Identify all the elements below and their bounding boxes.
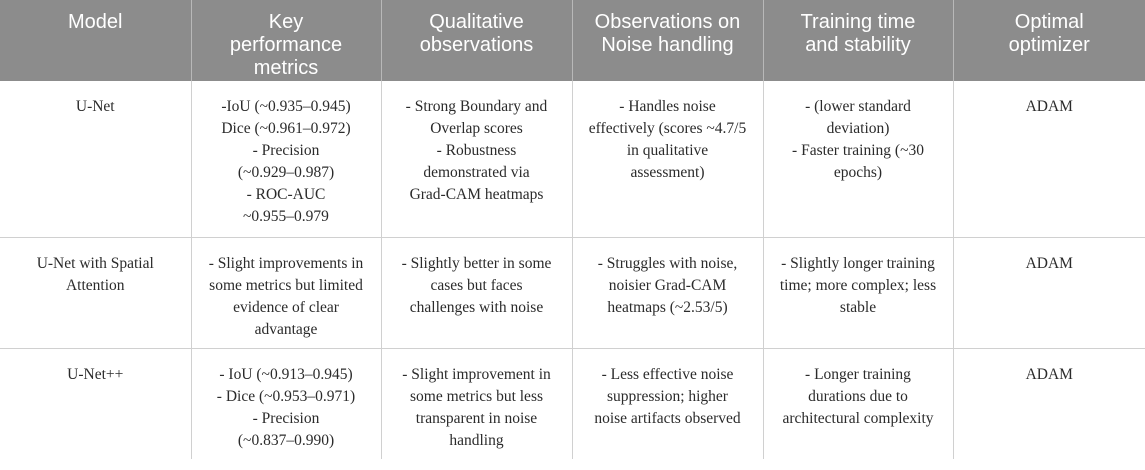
cell-text: - Longer training [805, 365, 911, 383]
cell-text: cases but faces [430, 276, 523, 294]
header-text: Training time [800, 11, 916, 33]
cell-text: advantage [254, 320, 318, 338]
header-text: Optimal [1014, 11, 1084, 33]
cell-model [0, 237, 191, 348]
cell-text: Attention [65, 276, 125, 294]
cell-text: noise artifacts observed [594, 409, 741, 427]
cell-text: architectural complexity [782, 409, 934, 427]
header-text: performance [229, 34, 343, 56]
cell-text: durations due to [808, 387, 908, 405]
cell-text: ADAM [1025, 98, 1073, 115]
header-optimizer [953, 0, 1145, 81]
cell-optimizer [953, 348, 1145, 459]
cell-noise [572, 237, 763, 348]
cell-text: noisier Grad-CAM [608, 276, 727, 294]
header-text: and stability [805, 34, 911, 56]
cell-text: - Slightly better in some [401, 254, 552, 272]
cell-text: U-Net [75, 98, 115, 115]
cell-text: U-Net++ [67, 365, 124, 383]
cell-text: - Handles noise [619, 98, 716, 115]
table-row [0, 81, 1145, 237]
cell-noise [572, 348, 763, 459]
cell-training [763, 81, 953, 237]
cell-text: - ROC-AUC [246, 186, 326, 203]
cell-metrics [191, 81, 381, 237]
cell-text: (~0.929–0.987) [237, 164, 335, 181]
cell-text: Dice (~0.961–0.972) [221, 120, 351, 137]
cell-text: epochs) [833, 164, 883, 181]
header-text: optimizer [1008, 34, 1090, 56]
cell-text: (~0.837–0.990) [237, 431, 335, 449]
cell-text: some metrics but less [409, 387, 544, 405]
cell-text: U-Net with Spatial [36, 254, 154, 272]
cell-text: - Strong Boundary and [405, 98, 548, 115]
header-training [763, 0, 953, 81]
cell-text: - Faster training (~30 [792, 142, 924, 159]
cell-text: ADAM [1025, 365, 1073, 383]
cell-qualitative [381, 237, 572, 348]
cell-text: -IoU (~0.935–0.945) [221, 98, 351, 115]
cell-text: ADAM [1025, 254, 1073, 272]
cell-text: suppression; higher [607, 387, 728, 405]
cell-text: handling [449, 431, 504, 449]
cell-text: evidence of clear [233, 298, 339, 316]
header-row [0, 0, 1145, 81]
cell-qualitative [381, 348, 572, 459]
cell-text: some metrics but limited [209, 276, 363, 294]
cell-text: - Slightly longer training [781, 254, 935, 272]
cell-text: ~0.955–0.979 [243, 208, 329, 225]
header-text: Key [268, 11, 304, 33]
header-text: metrics [253, 57, 319, 79]
cell-optimizer [953, 81, 1145, 237]
cell-noise [572, 81, 763, 237]
cell-text: demonstrated via [423, 164, 530, 181]
cell-text: Grad-CAM heatmaps [409, 186, 544, 203]
header-text: Model [68, 11, 123, 33]
cell-text: - Slight improvement in [402, 365, 551, 383]
cell-text: - Less effective noise [601, 365, 734, 383]
cell-text: in qualitative [626, 142, 709, 159]
cell-metrics [191, 237, 381, 348]
cell-text: Overlap scores [430, 120, 523, 137]
cell-text: effectively (scores ~4.7/5 [588, 120, 747, 137]
header-text: Observations on [594, 11, 741, 33]
cell-optimizer [953, 237, 1145, 348]
cell-text: stable [839, 298, 877, 316]
table-row [0, 348, 1145, 459]
cell-text: - Precision [252, 409, 320, 427]
cell-text: - (lower standard [805, 98, 911, 115]
cell-qualitative [381, 81, 572, 237]
cell-text: deviation) [826, 120, 890, 137]
header-text: Qualitative [429, 11, 524, 33]
header-text: Noise handling [601, 34, 734, 56]
cell-training [763, 348, 953, 459]
header-noise [572, 0, 763, 81]
cell-text: - Precision [252, 142, 320, 159]
cell-text: - Struggles with noise, [597, 254, 738, 272]
cell-text: - IoU (~0.913–0.945) [219, 365, 353, 383]
cell-text: challenges with noise [409, 298, 544, 316]
cell-text: heatmaps (~2.53/5) [607, 298, 728, 316]
cell-training [763, 237, 953, 348]
cell-text: - Slight improvements in [208, 254, 364, 272]
cell-text: assessment) [630, 164, 705, 181]
cell-model [0, 348, 191, 459]
header-model [0, 0, 191, 81]
cell-model [0, 81, 191, 237]
header-qualitative [381, 0, 572, 81]
table-row [0, 237, 1145, 348]
cell-text: transparent in noise [415, 409, 538, 427]
cell-metrics [191, 348, 381, 459]
header-metrics [191, 0, 381, 81]
cell-text: time; more complex; less [779, 276, 937, 294]
cell-text: - Dice (~0.953–0.971) [216, 387, 356, 405]
cell-text: - Robustness [436, 142, 517, 159]
header-text: observations [419, 34, 534, 56]
